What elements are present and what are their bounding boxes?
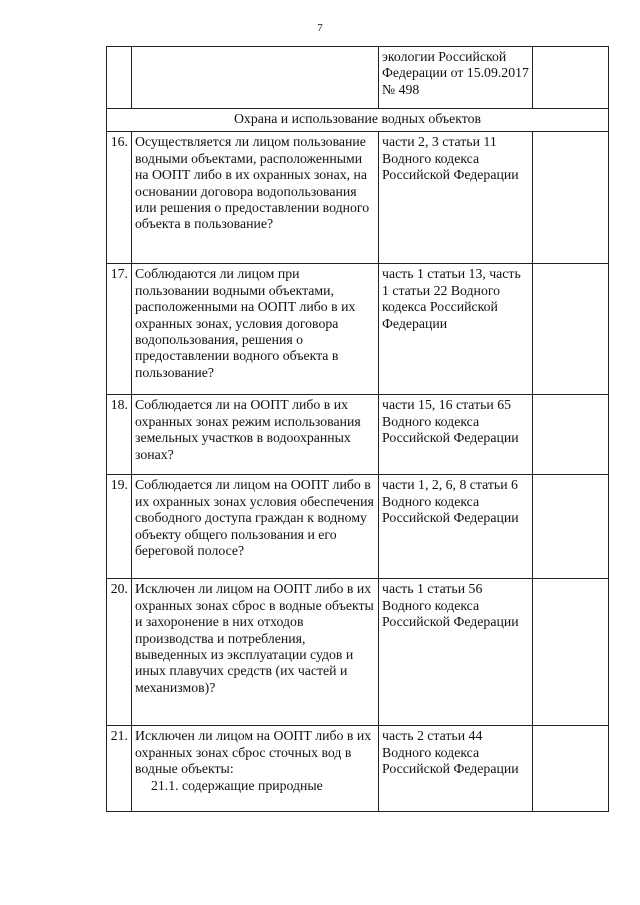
row-number: 19. [107, 475, 132, 579]
table-row [107, 579, 609, 726]
answer-cell [533, 132, 609, 264]
table-row [107, 395, 609, 475]
header-continuation-row [107, 47, 609, 109]
answer-cell [533, 475, 609, 579]
question-text: Соблюдается ли на ООПТ либо в их охранных зонах режим использования земельных участков в водоохранных зонах? [132, 395, 379, 475]
legal-reference: часть 2 статьи 44 Водного кодекса Российской Федерации [379, 726, 533, 812]
checklist-table [106, 46, 609, 812]
number-cell [107, 47, 132, 109]
answer-cell [533, 264, 609, 395]
question-text-main: Исключен ли лицом на ООПТ либо в их охранных зонах сброс сточных вод в водные объекты: [135, 728, 372, 777]
legal-reference: части 2, 3 статьи 11 Водного кодекса Российской Федерации [379, 132, 533, 264]
question-cell [132, 47, 379, 109]
table-row [107, 132, 609, 264]
question-text: Осуществляется ли лицом пользование водными объектами, расположенными на ООПТ либо в их охранных зонах, на основании договора водопользования или решения о предоставлении водного объекта в пользование? [132, 132, 379, 264]
answer-cell [533, 395, 609, 475]
table-row [107, 726, 609, 812]
legal-reference: части 15, 16 статьи 65 Водного кодекса Российской Федерации [379, 395, 533, 475]
answer-cell [533, 726, 609, 812]
question-text: Исключен ли лицом на ООПТ либо в их охранных зонах сброс в водные объекты и захоронение в них отходов производства и потребления, выведенных из эксплуатации судов и иных плавучих средств (их частей и механизмов)? [132, 579, 379, 726]
section-header-row [107, 109, 609, 132]
table-row [107, 264, 609, 395]
answer-cell [533, 579, 609, 726]
legal-reference: часть 1 статьи 13, часть 1 статьи 22 Водного кодекса Российской Федерации [379, 264, 533, 395]
legal-reference: части 1, 2, 6, 8 статьи 6 Водного кодекса Российской Федерации [379, 475, 533, 579]
row-number: 16. [107, 132, 132, 264]
answer-cell [533, 47, 609, 109]
question-text [132, 726, 379, 812]
reference-cell: экологии Российской Федерации от 15.09.2017 № 498 [379, 47, 533, 109]
row-number: 20. [107, 579, 132, 726]
question-subitem: 21.1. содержащие природные [151, 777, 323, 793]
section-title: Охрана и использование водных объектов [107, 109, 609, 132]
table-row [107, 475, 609, 579]
page-number: 7 [317, 22, 323, 34]
legal-reference: часть 1 статьи 56 Водного кодекса Российской Федерации [379, 579, 533, 726]
question-text: Соблюдаются ли лицом при пользовании водными объектами, расположенными на ООПТ либо в их охранных зонах, условия договора водопользования, решения о предоставлении водного объекта в пользование? [132, 264, 379, 395]
row-number: 21. [107, 726, 132, 812]
row-number: 18. [107, 395, 132, 475]
row-number: 17. [107, 264, 132, 395]
question-text: Соблюдается ли лицом на ООПТ либо в их охранных зонах условия обеспечения свободного доступа граждан к водному объекту общего пользования и его береговой полосе? [132, 475, 379, 579]
